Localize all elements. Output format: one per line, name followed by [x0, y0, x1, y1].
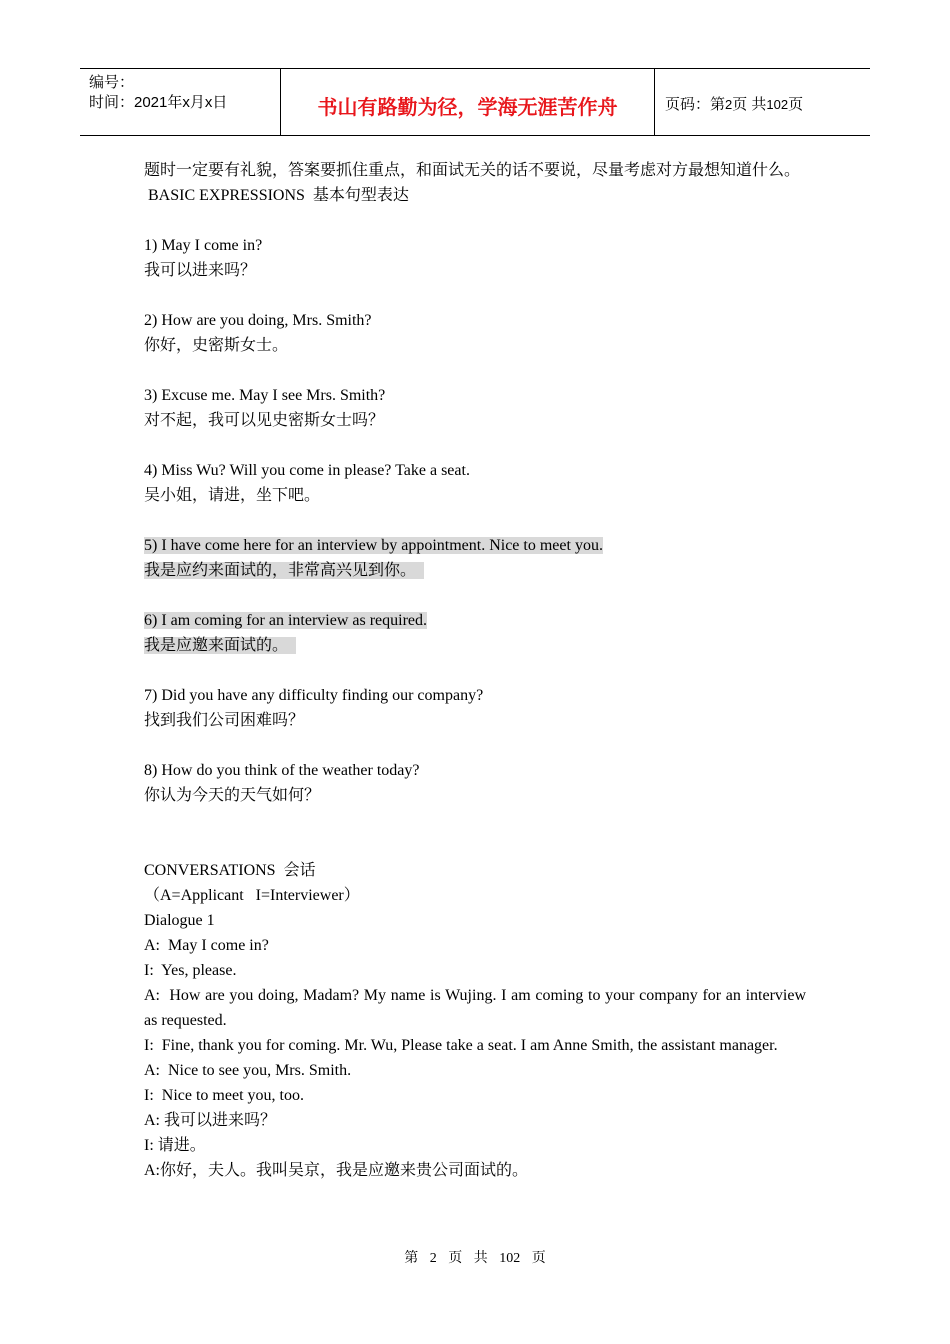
- dialogue-line: A: Nice to see you, Mrs. Smith.: [144, 1062, 352, 1079]
- spacer: [144, 808, 806, 833]
- footer-page-total: 102: [499, 1251, 521, 1266]
- motto-text: 书山有路勤为径，学海无涯苦作舟: [317, 95, 618, 119]
- expression-zh: 吴小姐，请进，坐下吧。: [144, 487, 321, 504]
- spacer: [144, 508, 806, 533]
- spacer: [144, 358, 806, 383]
- document-body: [144, 158, 810, 1183]
- footer-word: 页: [448, 1251, 463, 1266]
- page-label-mid: 页 共: [732, 96, 767, 113]
- header-page-cell: [655, 69, 870, 135]
- spacer: [144, 283, 806, 308]
- spacer: [144, 833, 806, 858]
- dialogue-title: Dialogue 1: [144, 912, 215, 929]
- header-motto-cell: [281, 69, 655, 135]
- dialogue-line: A: May I come in?: [144, 937, 269, 954]
- expression-zh: 我可以进来吗？: [144, 262, 257, 279]
- footer-word: 共: [473, 1251, 488, 1266]
- conversations-heading: CONVERSATIONS 会话: [144, 862, 316, 879]
- highlighted-expression-zh: 我是应约来面试的，非常高兴见到你。: [144, 562, 417, 579]
- expression-en: 2) How are you doing, Mrs. Smith?: [144, 312, 372, 329]
- highlighted-expression-en: 6) I am coming for an interview as required.: [144, 612, 428, 629]
- footer-word: 第: [404, 1251, 419, 1266]
- dialogue-line: I: Yes, please.: [144, 962, 237, 979]
- conversation-legend: （A=Applicant I=Interviewer）: [144, 887, 360, 904]
- document-header: [80, 68, 870, 136]
- footer-page-number: 2: [429, 1251, 437, 1266]
- time-label: 时间：2021年x月x日: [89, 94, 228, 111]
- intro-paragraph: 题时一定要有礼貌，答案要抓住重点，和面试无关的话不要说，尽量考虑对方最想知道什么。: [144, 162, 801, 179]
- basic-expressions-heading: BASIC EXPRESSIONS 基本句型表达: [144, 187, 409, 204]
- dialogue-line: A: 我可以进来吗？: [144, 1112, 277, 1129]
- expression-en: 7) Did you have any difficulty finding our company?: [144, 687, 484, 704]
- spacer: [144, 658, 806, 683]
- expression-zh: 对不起，我可以见史密斯女士吗？: [144, 412, 385, 429]
- page-number: 2: [725, 97, 733, 112]
- expression-zh: 找到我们公司困难吗？: [144, 712, 305, 729]
- header-info-cell: [80, 69, 281, 135]
- spacer: [144, 583, 806, 608]
- dialogue-line: A:你好，夫人。我叫吴京，我是应邀来贵公司面试的。: [144, 1162, 529, 1179]
- expression-en: 4) Miss Wu? Will you come in please? Take a seat.: [144, 462, 470, 479]
- dialogue-line: I: Nice to meet you, too.: [144, 1087, 304, 1104]
- highlighted-expression-zh: 我是应邀来面试的。: [144, 637, 289, 654]
- page-total: 102: [766, 97, 789, 112]
- expression-zh: 你认为今天的天气如何？: [144, 787, 321, 804]
- page-footer: [0, 1247, 950, 1267]
- dialogue-line: A: How are you doing, Madam? My name is Wujing. I am coming to your company for an interview as requested.: [144, 987, 810, 1029]
- dialogue-line: I: Fine, thank you for coming. Mr. Wu, Please take a seat. I am Anne Smith, the assistant manager.: [144, 1037, 778, 1054]
- highlighted-expression-en: 5) I have come here for an interview by appointment. Nice to meet you.: [144, 537, 603, 554]
- expression-zh: 你好，史密斯女士。: [144, 337, 289, 354]
- spacer: [144, 433, 806, 458]
- page-label-prefix: 页码：第: [665, 96, 726, 113]
- expression-en: 1) May I come in?: [144, 237, 263, 254]
- number-label: 编号：: [89, 74, 135, 91]
- spacer: [144, 208, 806, 233]
- dialogue-line: I: 请进。: [144, 1137, 206, 1154]
- page-label-suffix: 页: [788, 96, 804, 113]
- expression-en: 3) Excuse me. May I see Mrs. Smith?: [144, 387, 386, 404]
- expression-en: 8) How do you think of the weather today?: [144, 762, 420, 779]
- spacer: [144, 733, 806, 758]
- footer-word: 页: [531, 1251, 546, 1266]
